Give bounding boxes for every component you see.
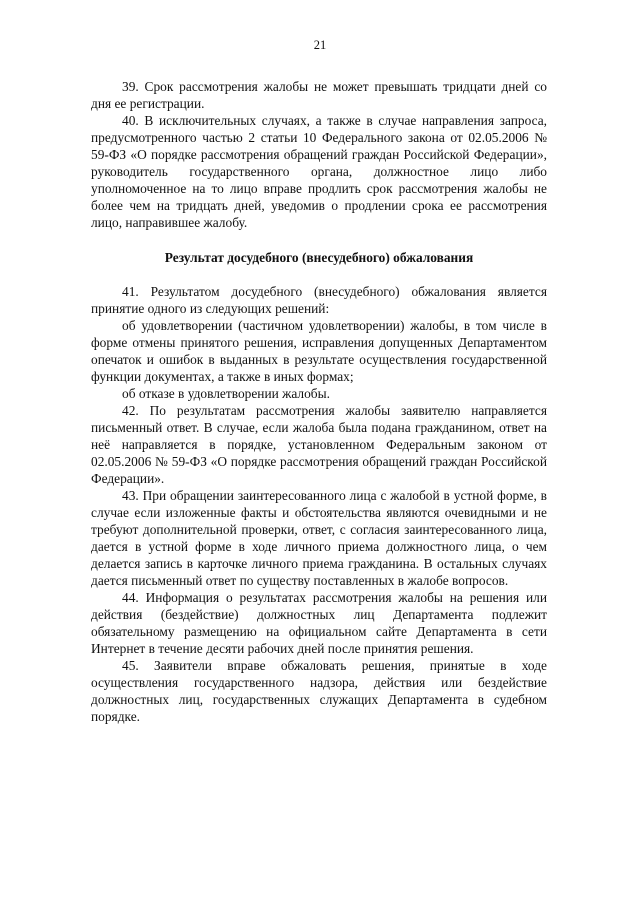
paragraph-41: 41. Результатом досудебного (внесудебного) обжалования является принятие одного из следующих решений: [91,284,547,316]
paragraph-42: 42. По результатам рассмотрения жалобы заявителю направляется письменный ответ. В случае, если жалоба была подана гражданином, ответ на неё направляется в порядке, установленном Федеральным законом от 02.05.2006 № 59-ФЗ «О порядке рассмотрения обращений граждан Российской Федерации». [91,403,547,486]
paragraph-44: 44. Информация о результатах рассмотрения жалобы на решения или действия (бездействие) должностных лиц Департамента подлежит обязательному размещению на официальном сайте Департамента в сети Интернет в течение десяти рабочих дней после принятия решения. [91,590,547,656]
paragraph-41-option-refuse: об отказе в удовлетворении жалобы. [122,386,330,401]
section-heading: Результат досудебного (внесудебного) обжалования [164,250,474,265]
paragraph-41-option-satisfy: об удовлетворении (частичном удовлетворении) жалобы, в том числе в форме отмены принятого решения, исправления допущенных Департаментом опечаток и ошибок в выданных в результате осуществления государственной функции документах, а также в иных формах; [91,318,547,384]
paragraph-43: 43. При обращении заинтересованного лица с жалобой в устной форме, в случае если изложенные факты и обстоятельства являются очевидными и не требуют дополнительной проверки, ответ, с согласия заинтересованного лица, дается в устной форме в ходе личного приема должностного лица, о чем делается запись в карточке личного приема гражданина. В остальных случаях дается письменный ответ по существу поставленных в жалобе вопросов. [91,488,547,588]
page-number: 21 [313,38,327,52]
paragraph-45: 45. Заявители вправе обжаловать решения, принятые в ходе осуществления государственного надзора, действия или бездействие должностных лиц, государственных служащих Департамента в судебном порядке. [91,658,547,724]
document-body [91,78,547,725]
paragraph-40: 40. В исключительных случаях, а также в случае направления запроса, предусмотренного частью 2 статьи 10 Федерального закона от 02.05.2006 № 59-ФЗ «О порядке рассмотрения обращений граждан Российской Федерации», руководитель государственного органа, должностное лицо либо уполномоченное на то лицо вправе продлить срок рассмотрения жалобы не более чем на тридцать дней, уведомив о продлении срока ее рассмотрения лицо, направившее жалобу. [91,113,547,230]
paragraph-39: 39. Срок рассмотрения жалобы не может превышать тридцати дней со дня ее регистрации. [91,79,547,111]
